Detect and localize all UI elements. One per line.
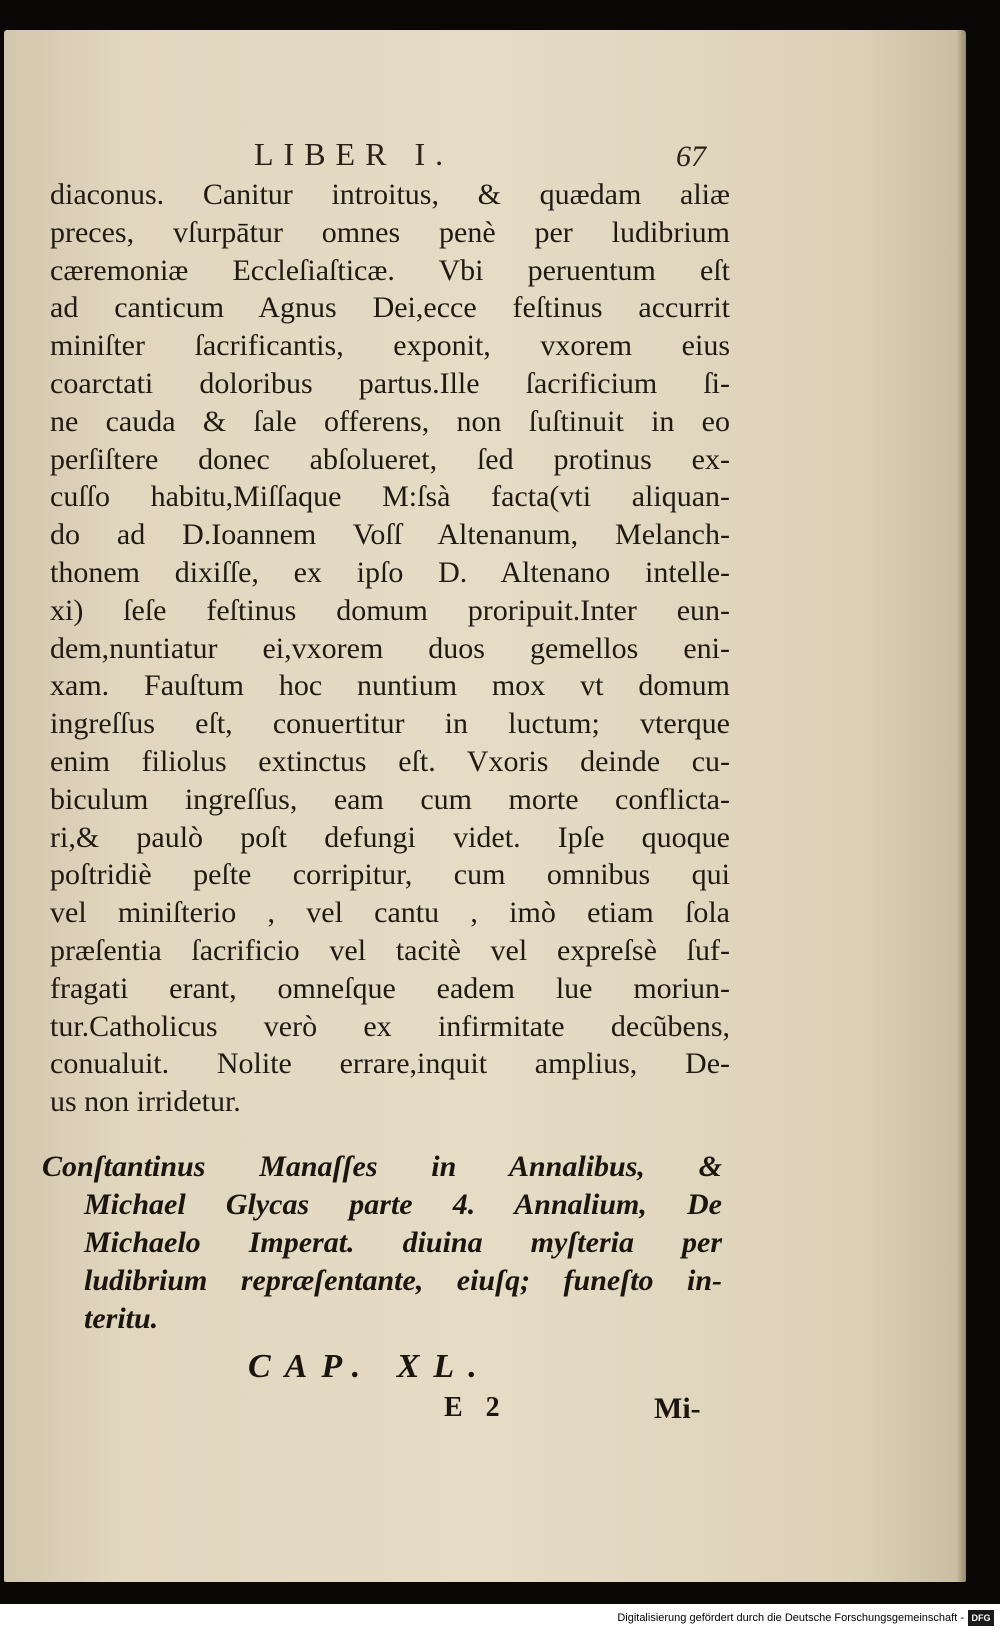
text-line: do ad D.Ioannem Voſſ Altenanum, Melanch- (50, 518, 730, 552)
text-line: xi) ſeſe feſtinus domum proripuit.Inter eun- (50, 593, 730, 627)
page-number: 67 (676, 140, 706, 173)
summary-line: ludibrium repræſentante, eiuſq; funeſto in- (84, 1264, 722, 1297)
text-line: conualuit. Nolite errare,inquit amplius, De- (50, 1047, 730, 1081)
text-line: miniſter ſacrificantis, exponit, vxorem eius (50, 329, 730, 363)
text-line: ingreſſus eſt, conuertitur in luctum; vterque (50, 707, 730, 741)
running-head (4, 136, 966, 176)
text-line: fragati erant, omneſque eadem lue moriun- (50, 971, 730, 1005)
body-text (50, 176, 730, 1121)
text-line: ne cauda & ſale offerens, non ſuſtinuit in eo (50, 404, 730, 438)
text-line: preces, vſurpātur omnes penè per ludibrium (50, 215, 730, 249)
text-line: cæremoniæ Eccleſiaſticæ. Vbi peruentum eſt (50, 253, 730, 287)
summary-line: Conſtantinus Manaſſes in Annalibus, & (42, 1150, 722, 1183)
text-line: tur.Catholicus verò ex infirmitate decũbens, (50, 1009, 730, 1043)
chapter-summary (42, 1148, 722, 1338)
text-line: perſiſtere donec abſolueret, ſed protinus ex- (50, 442, 730, 476)
footer-bar (0, 1604, 1000, 1633)
dfg-logo: DFG (968, 1610, 994, 1626)
summary-line: teritu. (84, 1302, 159, 1335)
text-line: ri,& paulò poſt defungi videt. Ipſe quoque (50, 820, 730, 854)
text-line: xam. Fauſtum hoc nuntium mox vt domum (50, 669, 730, 703)
catchword: Mi- (654, 1392, 701, 1425)
text-line: poſtridiè peſte corripitur, cum omnibus qui (50, 858, 730, 892)
text-line: cuſſo habitu,Miſſaque M:ſsà facta(vti aliquan- (50, 480, 730, 514)
text-line: coarctati doloribus partus.Ille ſacrificium ſi- (50, 366, 730, 400)
running-title: LIBER I. (254, 136, 454, 172)
text-line: biculum ingreſſus, eam cum morte conflicta- (50, 782, 730, 816)
summary-line: Michaelo Imperat. diuina myſteria per (84, 1226, 722, 1259)
funding-credit: Digitalisierung gefördert durch die Deutsche Forschungsgemeinschaft - (617, 1612, 964, 1624)
text-line: dem,nuntiatur ei,vxorem duos gemellos eni- (50, 631, 730, 665)
chapter-heading: CAP. XL. (248, 1348, 491, 1385)
text-line: diaconus. Canitur introitus, & quædam aliæ (50, 178, 730, 211)
text-line: us non irridetur. (50, 1085, 241, 1119)
page-edge-shadow (956, 30, 966, 1582)
signature-mark: E 2 (444, 1392, 508, 1423)
text-line: ad canticum Agnus Dei,ecce feſtinus accurrit (50, 291, 730, 325)
summary-line: Michael Glycas parte 4. Annalium, De (84, 1188, 722, 1221)
text-line: vel miniſterio , vel cantu , imò etiam ſola (50, 896, 730, 930)
book-page (4, 30, 966, 1582)
text-line: præſentia ſacrificio vel tacitè vel expreſsè ſuf- (50, 933, 730, 967)
text-line: enim filiolus extinctus eſt. Vxoris deinde cu- (50, 744, 730, 778)
text-line: thonem dixiſſe, ex ipſo D. Altenano intelle- (50, 555, 730, 589)
